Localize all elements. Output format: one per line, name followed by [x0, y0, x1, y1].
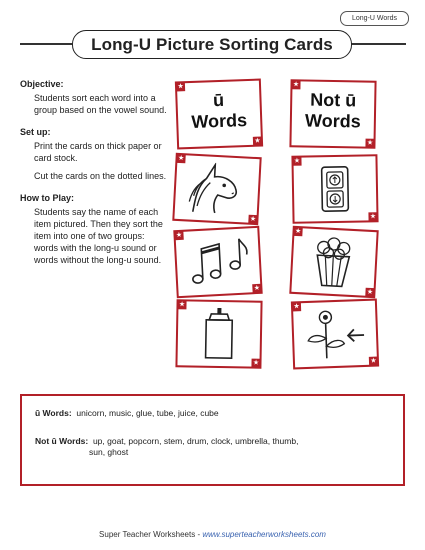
- title-rule-right: [351, 43, 406, 45]
- u-words-row: [35, 408, 219, 419]
- star-icon: ★: [366, 139, 374, 147]
- howto-text: Students say the name of each item pictured. Then they sort the item into one of two groups: words with the long-u sound or words without the long-u sound.: [34, 207, 163, 265]
- card-header-line2: Words: [304, 110, 361, 132]
- traffic-sign-icon: [302, 162, 369, 215]
- setup-text-2: Cut the cards on the dotted lines.: [34, 171, 167, 181]
- popcorn-icon: [300, 234, 369, 289]
- footer: [0, 530, 425, 539]
- instructions: [20, 78, 170, 276]
- word-list-box: [20, 394, 405, 486]
- not-u-words-row-2: [89, 447, 128, 458]
- title-rule-left: [20, 43, 72, 45]
- star-icon: ★: [369, 213, 377, 221]
- not-u-words-list-line2: sun, ghost: [89, 447, 129, 457]
- card-header-line2: Words: [191, 110, 248, 132]
- u-words-list: unicorn, music, glue, tube, juice, cube: [76, 408, 219, 418]
- objective-text: Students sort each word into a group based on the vowel sound.: [34, 93, 167, 115]
- setup-heading: Set up:: [20, 127, 51, 137]
- card-glue: [175, 299, 262, 368]
- u-words-label: ū Words:: [35, 408, 72, 418]
- star-icon: ★: [254, 137, 261, 145]
- glue-icon: [186, 307, 253, 360]
- footer-url-link[interactable]: www.superteacherworksheets.com: [202, 530, 326, 539]
- not-u-words-label: Not ū Words:: [35, 436, 89, 446]
- not-u-words-row: [35, 436, 298, 447]
- page-title: Long-U Picture Sorting Cards: [72, 30, 352, 59]
- unicorn-icon: [183, 161, 252, 216]
- star-icon: ★: [177, 83, 184, 91]
- footer-site-name: Super Teacher Worksheets: [99, 530, 196, 539]
- star-icon: ★: [178, 301, 186, 309]
- flower-stem-icon: [301, 307, 369, 361]
- card-u-words-header: [175, 79, 263, 150]
- footer-separator: -: [195, 530, 203, 539]
- card-not-u-words-header: [289, 79, 376, 148]
- music-notes-icon: [184, 234, 253, 289]
- star-icon: ★: [175, 231, 183, 240]
- card-header-line1: Not ū: [310, 89, 357, 111]
- star-icon: ★: [293, 157, 301, 165]
- card-music: [173, 226, 262, 298]
- setup-text-1: Print the cards on thick paper or card stock.: [34, 141, 162, 163]
- star-icon: ★: [253, 284, 261, 293]
- star-icon: ★: [293, 303, 300, 311]
- star-icon: ★: [252, 359, 260, 367]
- card-popcorn: [289, 226, 378, 298]
- howto-heading: How to Play:: [20, 193, 75, 203]
- topic-tag: Long-U Words: [340, 11, 409, 26]
- star-icon: ★: [249, 215, 257, 224]
- card-flower-stem: [291, 299, 379, 370]
- objective-heading: Objective:: [20, 79, 64, 89]
- card-header-line1: ū: [212, 89, 225, 111]
- not-u-words-list-line1: up, goat, popcorn, stem, drum, clock, umbrella, thumb,: [92, 436, 299, 446]
- star-icon: ★: [370, 357, 377, 365]
- star-icon: ★: [366, 288, 374, 297]
- star-icon: ★: [294, 227, 302, 236]
- star-icon: ★: [292, 81, 300, 89]
- card-traffic-sign: [291, 154, 378, 223]
- star-icon: ★: [177, 154, 185, 163]
- card-unicorn: [172, 153, 261, 225]
